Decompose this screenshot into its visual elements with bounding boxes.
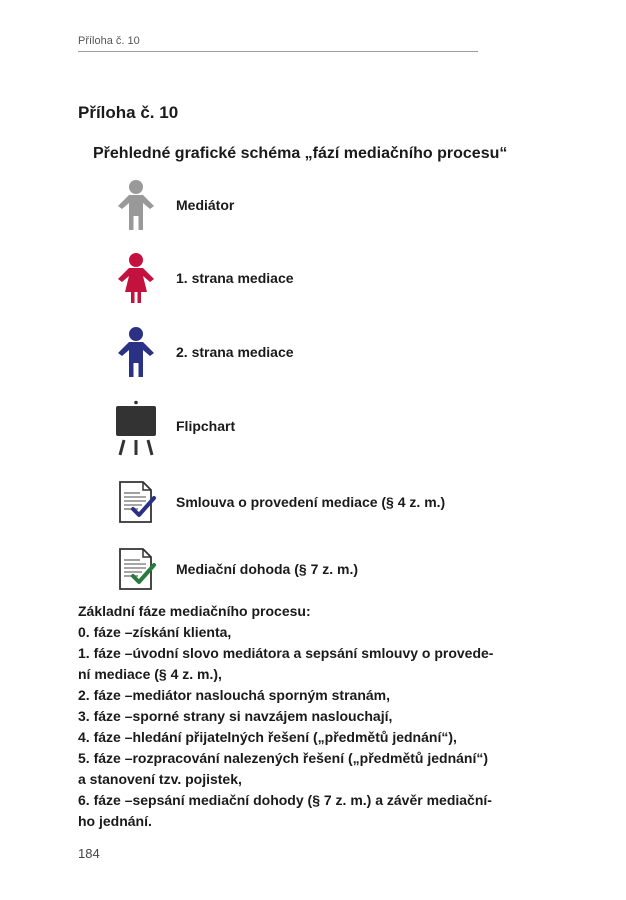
- running-header: Příloha č. 10: [78, 35, 140, 47]
- legend-row-flipchart: [112, 400, 552, 452]
- person-icon: [112, 252, 160, 304]
- list-item: [78, 685, 548, 706]
- phase-text: úvodní slovo mediátora a sepsání smlouvy o provede-: [132, 645, 494, 661]
- legend-row-party-1: [112, 252, 552, 304]
- list-item: [78, 643, 548, 685]
- phase-number: 1. fáze –: [78, 645, 133, 661]
- legend-label: 2. strana mediace: [176, 344, 294, 360]
- header-rule: [78, 51, 478, 52]
- person-icon: [112, 179, 160, 231]
- phase-text-continued: ho jednání.: [78, 813, 152, 829]
- phase-number: 3. fáze –: [78, 708, 133, 724]
- page-number: 184: [78, 846, 100, 861]
- phase-text-continued: ní mediace (§ 4 z. m.),: [78, 666, 222, 682]
- document-check-icon: [112, 543, 160, 595]
- document-check-icon: [112, 476, 160, 528]
- legend-row-mediation-contract: [112, 476, 552, 528]
- phase-number: 6. fáze –: [78, 792, 133, 808]
- person-icon: [112, 326, 160, 378]
- page-subtitle: Přehledné grafické schéma „fází mediačního procesu“: [93, 145, 508, 162]
- legend-row-mediation-agreement: [112, 543, 552, 595]
- legend-label: 1. strana mediace: [176, 270, 294, 286]
- legend-label: Mediační dohoda (§ 7 z. m.): [176, 561, 359, 577]
- list-item: [78, 622, 548, 643]
- legend-label: Flipchart: [176, 418, 236, 434]
- phase-number: 2. fáze –: [78, 687, 133, 703]
- phase-text: sporné strany si navzájem naslouchají,: [132, 708, 393, 724]
- list-item: [78, 748, 548, 790]
- phase-number: 4. fáze –: [78, 729, 133, 745]
- phase-text: rozpracování nalezených řešení („předmětů jednání“): [132, 750, 489, 766]
- legend-label: Mediátor: [176, 197, 235, 213]
- flipchart-icon: [112, 400, 160, 452]
- phase-number: 0. fáze –: [78, 624, 133, 640]
- phase-number: 5. fáze –: [78, 750, 133, 766]
- phase-text: mediátor naslouchá sporným stranám,: [132, 687, 391, 703]
- phase-text: získání klienta,: [132, 624, 232, 640]
- phases-intro: Základní fáze mediačního procesu:: [78, 603, 311, 619]
- phase-text-continued: a stanovení tzv. pojistek,: [78, 771, 242, 787]
- phase-text: hledání přijatelných řešení („předmětů jednání“),: [132, 729, 457, 745]
- legend-label: Smlouva o provedení mediace (§ 4 z. m.): [176, 494, 446, 510]
- legend-row-mediator: [112, 179, 552, 231]
- page-heading: Příloha č. 10: [78, 103, 179, 122]
- phase-text: sepsání mediační dohody (§ 7 z. m.) a závěr mediační-: [132, 792, 492, 808]
- list-item: [78, 790, 548, 832]
- phases-list: [78, 601, 548, 832]
- list-item: [78, 706, 548, 727]
- legend-row-party-2: [112, 326, 552, 378]
- list-item: [78, 727, 548, 748]
